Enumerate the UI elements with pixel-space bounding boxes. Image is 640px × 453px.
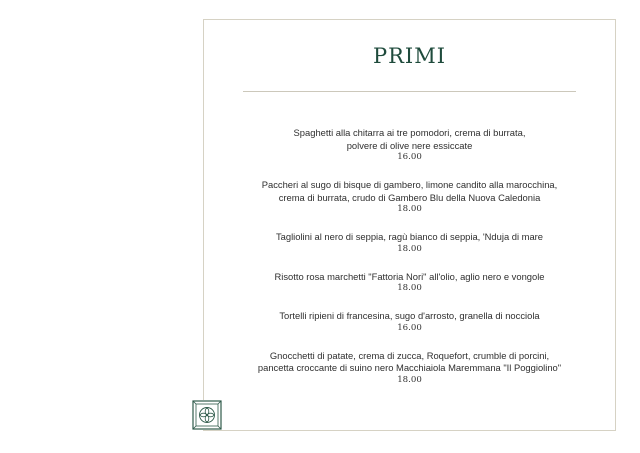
dish-price: 18.00 bbox=[397, 243, 422, 254]
floral-tile-icon bbox=[192, 400, 222, 430]
dish-item bbox=[204, 231, 615, 255]
section-title: PRIMI bbox=[372, 44, 447, 68]
title-divider bbox=[243, 91, 576, 92]
dish-price: 18.00 bbox=[397, 283, 422, 293]
dish-item bbox=[204, 350, 615, 386]
dish-item bbox=[204, 179, 615, 215]
dish-description: pancetta croccante di suino nero Macchiaiola Maremmana "Il Poggiolino" bbox=[257, 362, 562, 373]
dish-price: 16.00 bbox=[397, 152, 422, 162]
dish-description: crema di burrata, crudo di Gambero Blu della Nuova Caledonia bbox=[278, 191, 541, 203]
dish-price: 18.00 bbox=[397, 204, 422, 214]
dish-description: polvere di olive nere essiccate bbox=[346, 139, 473, 151]
floral-tile-svg bbox=[192, 400, 222, 430]
dish-description: Tagliolini al nero di seppia, ragù bianco di seppia, 'Nduja di mare bbox=[275, 231, 544, 242]
menu-card bbox=[203, 19, 616, 431]
dish-price: 18.00 bbox=[397, 374, 422, 385]
dish-description: Risotto rosa marchetti "Fattoria Nori" all'olio, aglio nero e vongole bbox=[274, 270, 545, 282]
dish-description: Paccheri al sugo di bisque di gambero, limone candito alla marocchina, bbox=[261, 179, 558, 190]
dish-item bbox=[204, 271, 615, 295]
dish-list bbox=[204, 127, 615, 402]
dish-item bbox=[204, 127, 615, 163]
dish-description: Gnocchetti di patate, crema di zucca, Roquefort, crumble di porcini, bbox=[269, 349, 550, 361]
dish-description: Spaghetti alla chitarra ai tre pomodori, crema di burrata, bbox=[293, 127, 526, 138]
dish-price: 16.00 bbox=[397, 322, 422, 333]
dish-item bbox=[204, 310, 615, 334]
dish-description: Tortelli ripieni di francesina, sugo d'arrosto, granella di nocciola bbox=[279, 310, 540, 321]
